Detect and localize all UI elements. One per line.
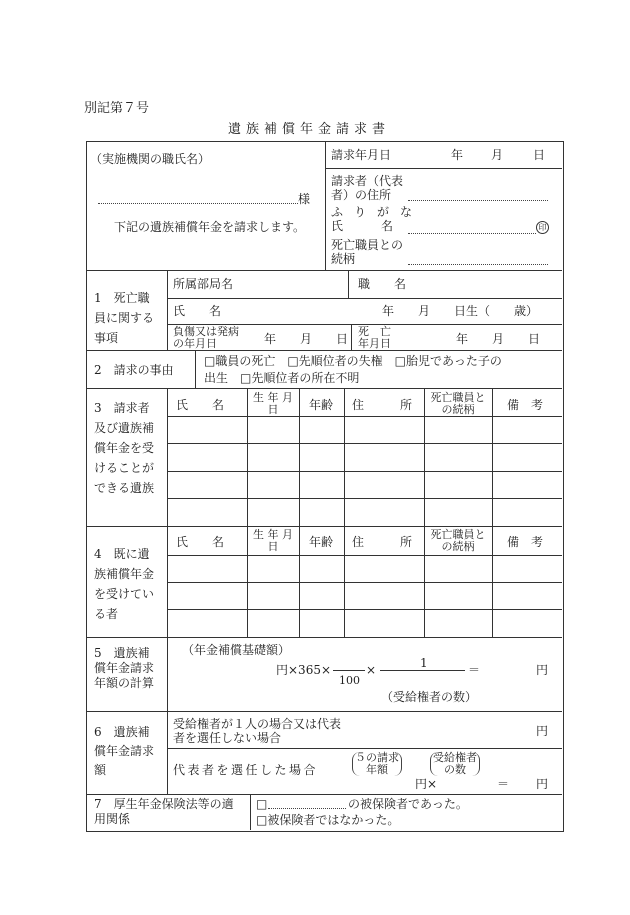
date-month: 月 <box>491 148 504 162</box>
claimant-address-label: 請求者（代表者）の住所 <box>331 174 404 202</box>
date-label: 請求年月日 <box>331 148 392 162</box>
s3-col-age: 年齢 <box>309 398 334 412</box>
s4-col-address: 住 所 <box>352 535 413 549</box>
sama: 様 <box>298 192 311 206</box>
fraction-bar-2 <box>380 670 465 671</box>
case2-formula: 円× <box>415 777 438 791</box>
s3-col-relation: 死亡職員との続柄 <box>430 391 486 416</box>
death-date: 年 月 日 <box>456 332 541 346</box>
birth-date: 年 月 日生（ 歳） <box>382 304 539 318</box>
request-text: 下記の遺族補償年金を請求します。 <box>114 220 306 234</box>
s2-label: 2 請求の事由 <box>94 363 174 377</box>
s4-col-birth: 生 年 月 日 <box>253 528 293 553</box>
case1-label: 受給権者が１人の場合又は代表者を選任しない場合 <box>173 717 342 745</box>
times-sign: × <box>366 663 377 677</box>
dept-label: 所属部局名 <box>173 277 234 291</box>
table-row <box>167 498 562 499</box>
s4-col-name: 氏 名 <box>176 535 225 549</box>
s3-col-name: 氏 名 <box>176 398 225 412</box>
seal-mark: 印 <box>536 221 549 234</box>
s5-label: 5 遺族補償年金請求年額の計算 <box>94 646 155 690</box>
fraction-bar-1 <box>333 670 365 671</box>
s5-equals: ＝ <box>468 663 481 677</box>
table-row <box>167 609 562 610</box>
furigana-label: ふりがな <box>331 205 424 219</box>
frac2-num: 1 <box>420 656 428 670</box>
agency-line[interactable] <box>98 203 298 204</box>
base-label: （年金補償基礎額） <box>182 643 291 657</box>
s7-label: 7 厚生年金保険法等の適用関係 <box>94 797 234 826</box>
case2-equals: ＝ <box>497 777 510 791</box>
insured-law-line[interactable] <box>268 808 346 809</box>
s4-col-note: 備 考 <box>507 535 544 549</box>
s3-label: 3 請求者及び遺族補償年金を受けることができる遺族 <box>94 401 155 495</box>
s5-yen: 円 <box>536 663 549 677</box>
form-id: 別記第７号 <box>84 101 150 116</box>
s4-col-relation: 死亡職員との続柄 <box>430 528 486 553</box>
paren-holders: 受給権者の数 <box>430 752 480 776</box>
name-label: 氏名 <box>331 219 432 233</box>
denominator-note: （受給権者の数） <box>381 690 478 704</box>
insured-text: の被保険者であった。 <box>348 797 468 811</box>
frac1-den: 100 <box>339 674 360 687</box>
reason-options-1[interactable]: □職員の死亡 □先順位者の失権 □胎児であった子の <box>204 354 502 368</box>
header-divider <box>325 141 326 270</box>
date-year: 年 <box>451 148 464 162</box>
date-day: 日 <box>533 148 546 162</box>
s6-label: 6 遺族補償年金請求額 <box>94 725 155 777</box>
s3-col-birth: 生 年 月 日 <box>253 391 293 416</box>
table-row <box>167 443 562 444</box>
relation-line[interactable] <box>408 264 548 265</box>
s3-col-note: 備 考 <box>507 398 544 412</box>
s3-col-address: 住 所 <box>352 398 413 412</box>
case1-yen: 円 <box>536 724 549 738</box>
injury-date-label: 負傷又は発病の年月日 <box>173 325 239 350</box>
s4-col-age: 年齢 <box>309 535 334 549</box>
s1-label: 1 死亡職員に関する事項 <box>94 291 155 345</box>
form-title: 遺族補償年金請求書 <box>228 122 391 137</box>
s4-label: 4 既に遺族補償年金を受けている者 <box>94 547 155 621</box>
death-date-label: 死 亡 年月日 <box>358 325 391 350</box>
agency-label: （実施機関の職氏名） <box>90 152 211 166</box>
address-line[interactable] <box>408 200 548 201</box>
table-row <box>167 471 562 472</box>
case2-yen: 円 <box>536 777 549 791</box>
injury-date: 年 月 日 <box>264 332 349 346</box>
paren-annual: ５の請求年額 <box>352 752 402 776</box>
formula-left: 円×365× <box>276 663 332 677</box>
deceased-name-label: 氏 名 <box>173 304 222 318</box>
post-label: 職 名 <box>358 277 407 291</box>
table-row <box>167 582 562 583</box>
case2-label: 代表者を選任した場合 <box>173 763 319 777</box>
relation-label: 死亡職員との続柄 <box>331 238 404 266</box>
not-insured-option[interactable]: □被保険者ではなかった。 <box>256 813 400 827</box>
reason-options-2[interactable]: 出生 □先順位者の所在不明 <box>204 371 360 385</box>
insured-checkbox[interactable]: □ <box>256 797 268 811</box>
name-line[interactable] <box>408 233 536 234</box>
